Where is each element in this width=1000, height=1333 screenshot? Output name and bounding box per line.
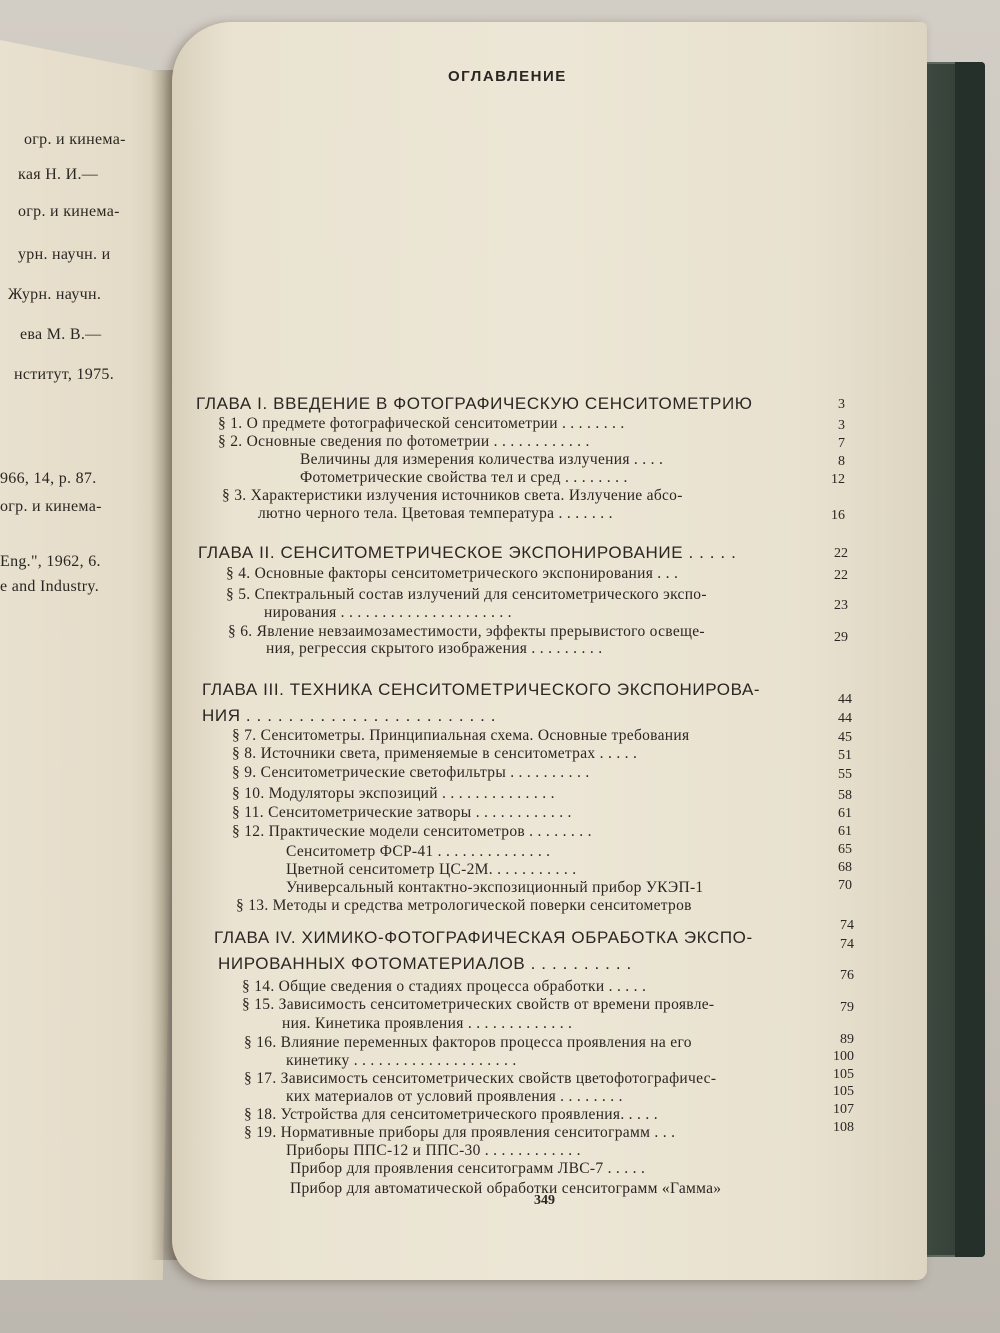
left-page-line: Журн. научн. xyxy=(8,286,102,303)
toc-page-number: 45 xyxy=(838,730,852,745)
toc-page-number: 12 xyxy=(831,472,845,487)
toc-entry: § 4. Основные факторы сенситометрического экспонирования . . . xyxy=(226,565,679,582)
toc-page-number: 7 xyxy=(838,436,845,451)
toc-entry: лютно черного тела. Цветовая температура . . . . . . . xyxy=(258,505,613,522)
left-page-line: Eng.", 1962, 6. xyxy=(0,553,101,570)
toc-entry: § 2. Основные сведения по фотометрии . . . . . . . . . . . . xyxy=(218,433,590,450)
toc-entry: Прибор для проявления сенситограмм ЛВС-7 . . . . . xyxy=(290,1160,646,1177)
left-page-line: 966, 14, p. 87. xyxy=(0,470,97,487)
toc-page-number: 23 xyxy=(834,598,848,613)
toc-chapter: ГЛАВА III. ТЕХНИКА СЕНСИТОМЕТРИЧЕСКОГО ЭКСПОНИРОВА- xyxy=(202,680,761,699)
book-cover-edge xyxy=(955,62,985,1257)
toc-page-number: 100 xyxy=(833,1049,854,1064)
left-page-line: урн. научн. и xyxy=(18,246,111,263)
toc-entry: Величины для измерения количества излучения . . . . xyxy=(300,451,664,468)
toc-chapter: ГЛАВА II. СЕНСИТОМЕТРИЧЕСКОЕ ЭКСПОНИРОВАНИЕ . . . . . xyxy=(198,543,737,562)
left-page-line: огр. и кинема- xyxy=(18,203,120,220)
toc-entry: § 11. Сенситометрические затворы . . . . . . . . . . . . xyxy=(232,804,572,821)
toc-chapter: ГЛАВА IV. ХИМИКО-ФОТОГРАФИЧЕСКАЯ ОБРАБОТКА ЭКСПО- xyxy=(214,928,753,947)
toc-page-number: 55 xyxy=(838,767,852,782)
toc-page-number: 3 xyxy=(838,418,845,433)
left-page-line: кая Н. И.— xyxy=(18,166,99,183)
toc-page-number: 107 xyxy=(833,1102,854,1117)
toc-page-number: 108 xyxy=(833,1120,854,1135)
toc-page-number: 61 xyxy=(838,806,852,821)
page-heading: ОГЛАВЛЕНИЕ xyxy=(448,68,567,85)
left-page-line: e and Industry. xyxy=(0,578,99,595)
toc-entry: § 5. Спектральный состав излучений для сенситометрического экспо- xyxy=(226,586,707,603)
left-page-line: нститут, 1975. xyxy=(14,366,114,383)
toc-entry: § 15. Зависимость сенситометрических свойств от времени проявле- xyxy=(242,996,715,1013)
toc-page-number: 68 xyxy=(838,860,852,875)
toc-page-number: 105 xyxy=(833,1084,854,1099)
toc-entry: Сенситометр ФСР-41 . . . . . . . . . . . . . . xyxy=(286,843,551,860)
toc-entry: § 19. Нормативные приборы для проявления сенситограмм . . . xyxy=(244,1124,676,1141)
toc-entry: Фотометрические свойства тел и сред . . . . . . . . xyxy=(300,469,628,486)
toc-page-number: 3 xyxy=(838,397,845,412)
toc-entry: § 13. Методы и средства метрологической поверки сенситометров xyxy=(236,897,692,914)
toc-entry: Приборы ППС-12 и ППС-30 . . . . . . . . . . . . xyxy=(286,1142,581,1159)
toc-page-number: 76 xyxy=(840,968,854,983)
toc-entry: § 6. Явление невзаимозаместимости, эффекты прерывистого освеще- xyxy=(228,623,705,640)
page-number: 349 xyxy=(534,1193,555,1208)
toc-entry: § 14. Общие сведения о стадиях процесса обработки . . . . . xyxy=(242,978,647,995)
toc-entry: § 18. Устройства для сенситометрического проявления. . . . . xyxy=(244,1106,658,1123)
toc-entry: § 7. Сенситометры. Принципиальная схема. Основные требования xyxy=(232,727,690,744)
toc-entry: ния, регрессия скрытого изображения . . . . . . . . . xyxy=(266,640,603,657)
toc-page-number: 58 xyxy=(838,788,852,803)
toc-chapter: НИРОВАННЫХ ФОТОМАТЕРИАЛОВ . . . . . . . . . . xyxy=(218,954,632,973)
toc-entry: § 3. Характеристики излучения источников света. Излучение абсо- xyxy=(222,487,683,504)
toc-page-number: 105 xyxy=(833,1067,854,1082)
toc-page-number: 74 xyxy=(840,918,854,933)
left-page-line: огр. и кинема- xyxy=(0,498,102,515)
toc-chapter: ГЛАВА I. ВВЕДЕНИЕ В ФОТОГРАФИЧЕСКУЮ СЕНСИТОМЕТРИЮ xyxy=(196,394,753,413)
left-page-line: ева М. В.— xyxy=(20,326,102,343)
toc-entry: § 9. Сенситометрические светофильтры . . . . . . . . . . xyxy=(232,764,590,781)
toc-page-number: 74 xyxy=(840,937,854,952)
toc-page-number: 61 xyxy=(838,824,852,839)
toc-entry: Универсальный контактно-экспозиционный прибор УКЭП-1 xyxy=(286,879,704,896)
toc-entry: § 12. Практические модели сенситометров . . . . . . . . xyxy=(232,823,592,840)
toc-entry: ния. Кинетика проявления . . . . . . . . . . . . . xyxy=(282,1015,573,1032)
toc-page-number: 65 xyxy=(838,842,852,857)
toc-entry: ких материалов от условий проявления . . . . . . . . xyxy=(286,1088,623,1105)
toc-page-number: 29 xyxy=(834,630,848,645)
toc-entry: нирования . . . . . . . . . . . . . . . . . . . . . xyxy=(264,604,512,621)
toc-page-number: 8 xyxy=(838,454,845,469)
toc-page-number: 16 xyxy=(831,508,845,523)
toc-page-number: 22 xyxy=(834,568,848,583)
toc-entry: § 16. Влияние переменных факторов процесса проявления на его xyxy=(244,1034,692,1051)
toc-entry: Цветной сенситометр ЦС-2М. . . . . . . . . . . xyxy=(286,861,577,878)
toc-page-number: 89 xyxy=(840,1032,854,1047)
toc-entry: § 8. Источники света, применяемые в сенситометрах . . . . . xyxy=(232,745,638,762)
toc-entry: § 1. О предмете фотографической сенситометрии . . . . . . . . xyxy=(218,415,625,432)
toc-page-number: 44 xyxy=(838,692,852,707)
toc-page-number: 44 xyxy=(838,711,852,726)
toc-entry: § 10. Модуляторы экспозиций . . . . . . . . . . . . . . xyxy=(232,785,555,802)
toc-page-number: 22 xyxy=(834,546,848,561)
toc-page-number: 79 xyxy=(840,1000,854,1015)
toc-entry: § 17. Зависимость сенситометрических свойств цветофотографичес- xyxy=(244,1070,717,1087)
toc-page-number: 70 xyxy=(838,878,852,893)
toc-page-number: 51 xyxy=(838,748,852,763)
left-page-line: огр. и кинема- xyxy=(24,131,126,148)
toc-entry: кинетику . . . . . . . . . . . . . . . . . . . . xyxy=(286,1052,517,1069)
toc-entry: Прибор для автоматической обработки сенситограмм «Гамма» xyxy=(290,1180,722,1197)
toc-chapter: НИЯ . . . . . . . . . . . . . . . . . . . . . . . . xyxy=(202,706,497,725)
